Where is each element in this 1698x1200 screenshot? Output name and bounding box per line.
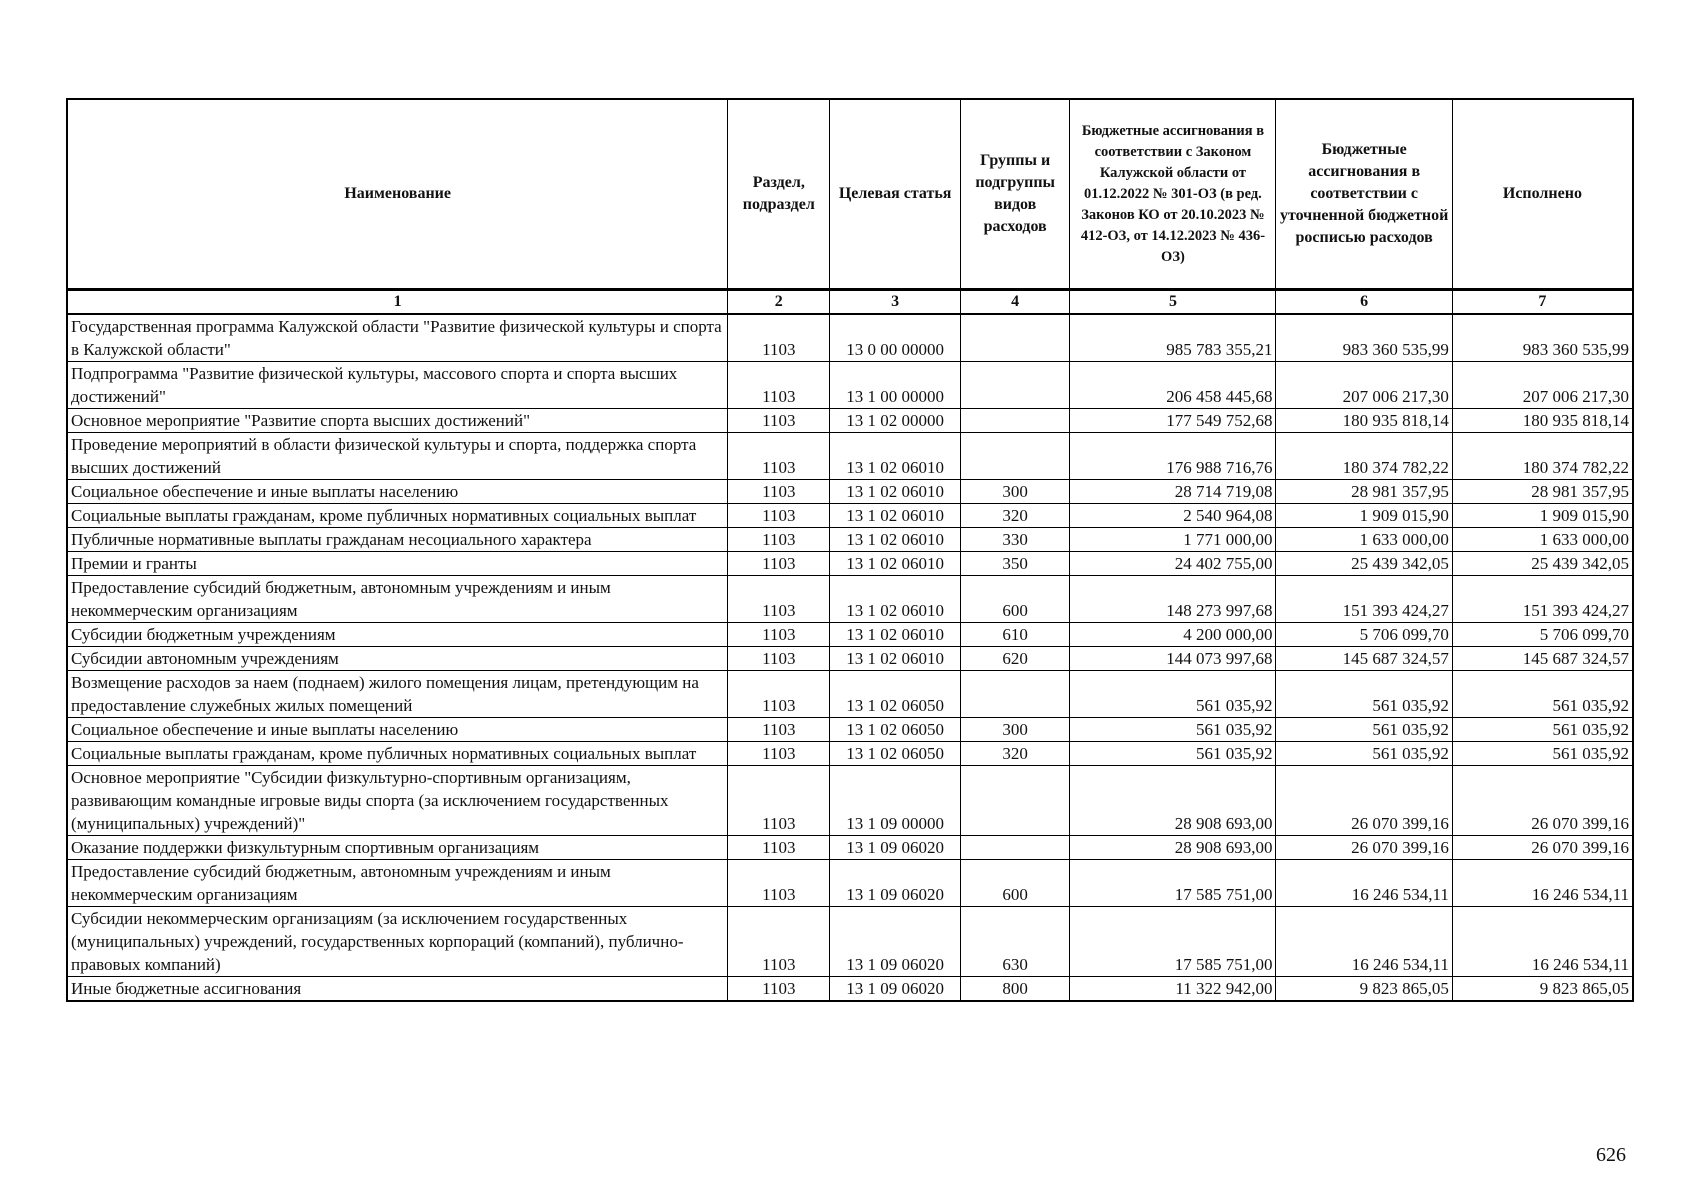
cell-section: 1103 — [728, 766, 830, 836]
table-row — [67, 576, 1633, 623]
cell-refined-allocation: 207 006 217,30 — [1276, 362, 1452, 409]
table-row — [67, 314, 1633, 362]
cell-executed: 9 823 865,05 — [1452, 977, 1633, 1002]
cell-law-allocation: 28 908 693,00 — [1070, 766, 1276, 836]
cell-article: 13 1 09 06020 — [830, 977, 961, 1002]
cell-section: 1103 — [728, 362, 830, 409]
cell-article: 13 1 02 06050 — [830, 671, 961, 718]
cell-section: 1103 — [728, 409, 830, 433]
cell-section: 1103 — [728, 314, 830, 362]
cell-name: Социальные выплаты гражданам, кроме публичных нормативных социальных выплат — [67, 504, 728, 528]
cell-law-allocation: 561 035,92 — [1070, 718, 1276, 742]
cell-section: 1103 — [728, 480, 830, 504]
budget-table-container — [66, 98, 1634, 1002]
cell-section: 1103 — [728, 907, 830, 977]
header-expense-group: Группы и подгруппы видов расходов — [960, 99, 1069, 290]
table-row — [67, 860, 1633, 907]
cell-name: Подпрограмма "Развитие физической культуры, массового спорта и спорта высших достижений" — [67, 362, 728, 409]
cell-executed: 561 035,92 — [1452, 671, 1633, 718]
cell-executed: 5 706 099,70 — [1452, 623, 1633, 647]
cell-section: 1103 — [728, 718, 830, 742]
header-row — [67, 99, 1633, 290]
cell-article: 13 0 00 00000 — [830, 314, 961, 362]
cell-section: 1103 — [728, 860, 830, 907]
cell-law-allocation: 17 585 751,00 — [1070, 860, 1276, 907]
cell-law-allocation: 177 549 752,68 — [1070, 409, 1276, 433]
cell-section: 1103 — [728, 977, 830, 1002]
cell-law-allocation: 17 585 751,00 — [1070, 907, 1276, 977]
cell-refined-allocation: 561 035,92 — [1276, 671, 1452, 718]
cell-expense-group — [960, 671, 1069, 718]
cell-name: Субсидии некоммерческим организациям (за исключением государственных (муниципальных) учреждений, государственных корпораций (компаний), публично-правовых компаний) — [67, 907, 728, 977]
cell-refined-allocation: 1 633 000,00 — [1276, 528, 1452, 552]
cell-section: 1103 — [728, 647, 830, 671]
cell-law-allocation: 11 322 942,00 — [1070, 977, 1276, 1002]
cell-law-allocation: 4 200 000,00 — [1070, 623, 1276, 647]
cell-law-allocation: 144 073 997,68 — [1070, 647, 1276, 671]
column-number-row — [67, 290, 1633, 315]
cell-expense-group: 600 — [960, 576, 1069, 623]
cell-refined-allocation: 5 706 099,70 — [1276, 623, 1452, 647]
cell-refined-allocation: 28 981 357,95 — [1276, 480, 1452, 504]
cell-name: Публичные нормативные выплаты гражданам несоциального характера — [67, 528, 728, 552]
column-number: 5 — [1070, 290, 1276, 315]
table-row — [67, 647, 1633, 671]
cell-executed: 983 360 535,99 — [1452, 314, 1633, 362]
cell-section: 1103 — [728, 504, 830, 528]
cell-executed: 180 374 782,22 — [1452, 433, 1633, 480]
column-number: 7 — [1452, 290, 1633, 315]
cell-refined-allocation: 26 070 399,16 — [1276, 766, 1452, 836]
cell-expense-group: 330 — [960, 528, 1069, 552]
column-number: 4 — [960, 290, 1069, 315]
cell-name: Основное мероприятие "Развитие спорта высших достижений" — [67, 409, 728, 433]
budget-table — [66, 98, 1634, 1002]
table-row — [67, 623, 1633, 647]
cell-article: 13 1 02 00000 — [830, 409, 961, 433]
cell-expense-group — [960, 362, 1069, 409]
cell-expense-group: 800 — [960, 977, 1069, 1002]
cell-refined-allocation: 151 393 424,27 — [1276, 576, 1452, 623]
cell-expense-group — [960, 836, 1069, 860]
cell-article: 13 1 02 06050 — [830, 718, 961, 742]
table-row — [67, 528, 1633, 552]
cell-article: 13 1 09 06020 — [830, 836, 961, 860]
table-row — [67, 480, 1633, 504]
cell-law-allocation: 2 540 964,08 — [1070, 504, 1276, 528]
cell-executed: 180 935 818,14 — [1452, 409, 1633, 433]
cell-expense-group: 300 — [960, 718, 1069, 742]
cell-law-allocation: 176 988 716,76 — [1070, 433, 1276, 480]
cell-refined-allocation: 180 935 818,14 — [1276, 409, 1452, 433]
header-section: Раздел, подраздел — [728, 99, 830, 290]
table-row — [67, 362, 1633, 409]
cell-refined-allocation: 25 439 342,05 — [1276, 552, 1452, 576]
cell-article: 13 1 02 06010 — [830, 480, 961, 504]
cell-name: Социальное обеспечение и иные выплаты населению — [67, 480, 728, 504]
cell-name: Оказание поддержки физкультурным спортивным организациям — [67, 836, 728, 860]
cell-expense-group: 350 — [960, 552, 1069, 576]
cell-expense-group: 610 — [960, 623, 1069, 647]
cell-section: 1103 — [728, 623, 830, 647]
cell-section: 1103 — [728, 528, 830, 552]
cell-law-allocation: 28 908 693,00 — [1070, 836, 1276, 860]
table-row — [67, 433, 1633, 480]
column-number: 3 — [830, 290, 961, 315]
cell-article: 13 1 09 00000 — [830, 766, 961, 836]
cell-executed: 16 246 534,11 — [1452, 907, 1633, 977]
cell-name: Иные бюджетные ассигнования — [67, 977, 728, 1002]
table-row — [67, 742, 1633, 766]
cell-law-allocation: 985 783 355,21 — [1070, 314, 1276, 362]
table-row — [67, 907, 1633, 977]
table-row — [67, 409, 1633, 433]
cell-executed: 28 981 357,95 — [1452, 480, 1633, 504]
table-row — [67, 836, 1633, 860]
cell-expense-group: 620 — [960, 647, 1069, 671]
table-row — [67, 766, 1633, 836]
cell-executed: 26 070 399,16 — [1452, 836, 1633, 860]
cell-law-allocation: 206 458 445,68 — [1070, 362, 1276, 409]
cell-executed: 207 006 217,30 — [1452, 362, 1633, 409]
cell-refined-allocation: 16 246 534,11 — [1276, 860, 1452, 907]
column-number: 1 — [67, 290, 728, 315]
cell-name: Социальное обеспечение и иные выплаты населению — [67, 718, 728, 742]
cell-section: 1103 — [728, 742, 830, 766]
cell-expense-group — [960, 766, 1069, 836]
cell-name: Основное мероприятие "Субсидии физкультурно-спортивным организациям, развивающим командные игровые виды спорта (за исключением государственных (муниципальных) учреждений)" — [67, 766, 728, 836]
cell-article: 13 1 02 06010 — [830, 647, 961, 671]
cell-law-allocation: 561 035,92 — [1070, 742, 1276, 766]
cell-executed: 561 035,92 — [1452, 718, 1633, 742]
table-body — [67, 314, 1633, 1001]
cell-article: 13 1 02 06010 — [830, 528, 961, 552]
cell-expense-group — [960, 433, 1069, 480]
cell-expense-group: 300 — [960, 480, 1069, 504]
cell-executed: 1 633 000,00 — [1452, 528, 1633, 552]
cell-article: 13 1 02 06010 — [830, 552, 961, 576]
cell-law-allocation: 561 035,92 — [1070, 671, 1276, 718]
cell-article: 13 1 02 06010 — [830, 433, 961, 480]
header-law-allocation: Бюджетные ассигнования в соответствии с Законом Калужской области от 01.12.2022 № 301-ОЗ (в ред. Законов КО от 20.10.2023 № 412-ОЗ, от 14.12.2023 № 436-ОЗ) — [1070, 99, 1276, 290]
cell-refined-allocation: 9 823 865,05 — [1276, 977, 1452, 1002]
cell-law-allocation: 148 273 997,68 — [1070, 576, 1276, 623]
cell-expense-group — [960, 314, 1069, 362]
cell-name: Проведение мероприятий в области физической культуры и спорта, поддержка спорта высших достижений — [67, 433, 728, 480]
cell-article: 13 1 02 06010 — [830, 623, 961, 647]
cell-expense-group: 600 — [960, 860, 1069, 907]
cell-expense-group: 320 — [960, 742, 1069, 766]
cell-executed: 561 035,92 — [1452, 742, 1633, 766]
cell-executed: 1 909 015,90 — [1452, 504, 1633, 528]
cell-executed: 25 439 342,05 — [1452, 552, 1633, 576]
cell-expense-group: 630 — [960, 907, 1069, 977]
cell-article: 13 1 09 06020 — [830, 860, 961, 907]
cell-section: 1103 — [728, 433, 830, 480]
cell-expense-group — [960, 409, 1069, 433]
cell-article: 13 1 00 00000 — [830, 362, 961, 409]
cell-name: Социальные выплаты гражданам, кроме публичных нормативных социальных выплат — [67, 742, 728, 766]
cell-article: 13 1 09 06020 — [830, 907, 961, 977]
cell-refined-allocation: 983 360 535,99 — [1276, 314, 1452, 362]
cell-refined-allocation: 145 687 324,57 — [1276, 647, 1452, 671]
header-article: Целевая статья — [830, 99, 961, 290]
cell-law-allocation: 28 714 719,08 — [1070, 480, 1276, 504]
table-row — [67, 671, 1633, 718]
cell-name: Государственная программа Калужской области "Развитие физической культуры и спорта в Калужской области" — [67, 314, 728, 362]
header-executed: Исполнено — [1452, 99, 1633, 290]
cell-law-allocation: 24 402 755,00 — [1070, 552, 1276, 576]
cell-executed: 151 393 424,27 — [1452, 576, 1633, 623]
cell-section: 1103 — [728, 836, 830, 860]
cell-section: 1103 — [728, 552, 830, 576]
cell-executed: 16 246 534,11 — [1452, 860, 1633, 907]
cell-name: Предоставление субсидий бюджетным, автономным учреждениям и иным некоммерческим организациям — [67, 576, 728, 623]
column-number: 6 — [1276, 290, 1452, 315]
page-number: 626 — [1596, 1144, 1626, 1166]
cell-executed: 145 687 324,57 — [1452, 647, 1633, 671]
cell-article: 13 1 02 06010 — [830, 504, 961, 528]
cell-name: Субсидии бюджетным учреждениям — [67, 623, 728, 647]
cell-article: 13 1 02 06010 — [830, 576, 961, 623]
cell-section: 1103 — [728, 671, 830, 718]
cell-article: 13 1 02 06050 — [830, 742, 961, 766]
cell-refined-allocation: 16 246 534,11 — [1276, 907, 1452, 977]
cell-name: Предоставление субсидий бюджетным, автономным учреждениям и иным некоммерческим организациям — [67, 860, 728, 907]
header-refined-allocation: Бюджетные ассигнования в соответствии с уточненной бюджетной росписью расходов — [1276, 99, 1452, 290]
cell-section: 1103 — [728, 576, 830, 623]
cell-executed: 26 070 399,16 — [1452, 766, 1633, 836]
cell-name: Субсидии автономным учреждениям — [67, 647, 728, 671]
table-row — [67, 977, 1633, 1002]
cell-refined-allocation: 26 070 399,16 — [1276, 836, 1452, 860]
cell-expense-group: 320 — [960, 504, 1069, 528]
table-row — [67, 504, 1633, 528]
column-number: 2 — [728, 290, 830, 315]
cell-refined-allocation: 180 374 782,22 — [1276, 433, 1452, 480]
cell-refined-allocation: 1 909 015,90 — [1276, 504, 1452, 528]
cell-name: Премии и гранты — [67, 552, 728, 576]
header-name: Наименование — [67, 99, 728, 290]
cell-law-allocation: 1 771 000,00 — [1070, 528, 1276, 552]
cell-name: Возмещение расходов за наем (поднаем) жилого помещения лицам, претендующим на предоставление служебных жилых помещений — [67, 671, 728, 718]
table-row — [67, 718, 1633, 742]
table-row — [67, 552, 1633, 576]
cell-refined-allocation: 561 035,92 — [1276, 718, 1452, 742]
cell-refined-allocation: 561 035,92 — [1276, 742, 1452, 766]
